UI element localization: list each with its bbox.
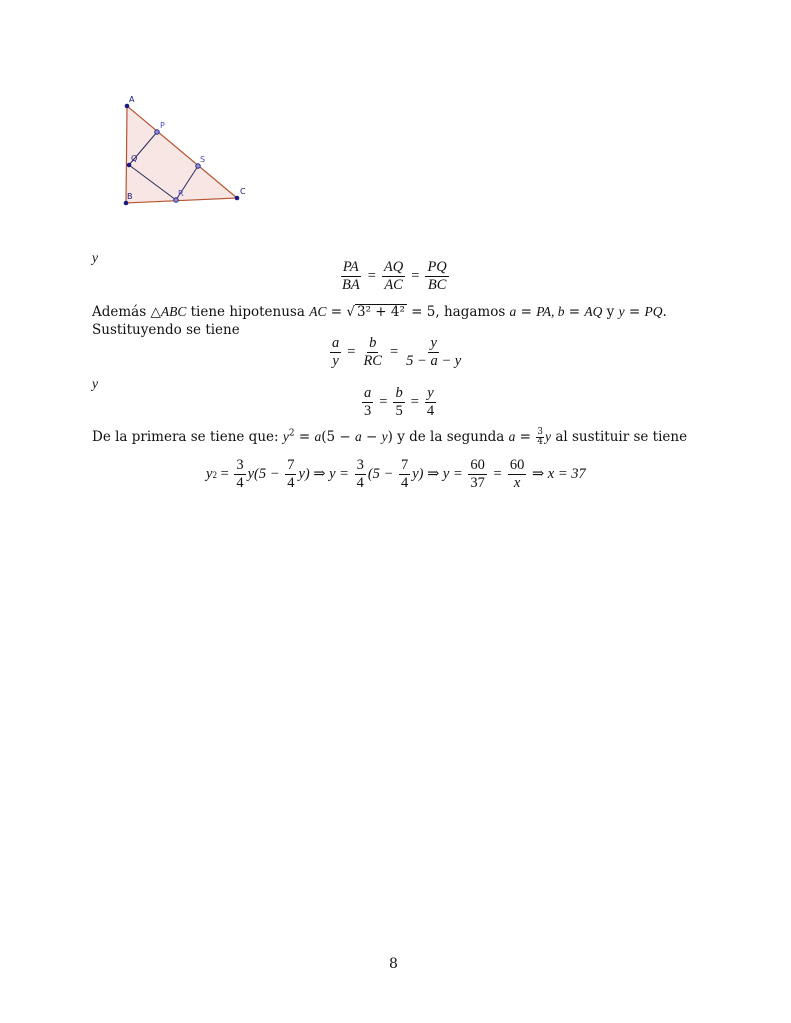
triangle-figure	[110, 90, 260, 215]
fraction: $\frac{a}{3}$	[364, 385, 372, 420]
point-a	[125, 104, 130, 109]
fraction: $\frac{7}{4}$	[400, 457, 409, 492]
paragraph-hypotenuse: Además △ABC tiene hipotenusa AC = √ 3² + 4² = 5, hagamos a = PA, b = AQ y y = PQ.	[92, 304, 667, 320]
label-c: C	[240, 187, 246, 196]
fraction: $\frac{b}{RC}$	[363, 335, 382, 370]
point-c	[235, 196, 240, 201]
label-q: Q	[131, 154, 138, 163]
page-number: 8	[389, 956, 398, 972]
fraction: $\frac{3}{4}$	[236, 457, 244, 492]
fraction: $\frac{a}{y}$	[332, 335, 340, 370]
fraction: $\frac{PQ}{BC}$	[427, 259, 447, 294]
point-r	[174, 198, 179, 203]
point-p	[155, 130, 160, 135]
label-s: S	[200, 155, 206, 164]
fraction: $\frac{b}{5}$	[395, 385, 403, 420]
fraction: $\frac{7}{4}$	[287, 457, 295, 492]
fraction: $\frac{AQ}{AC}$	[383, 259, 404, 294]
connector-y-1: y	[92, 250, 98, 265]
paragraph-first-second: De la primera se tiene que: $y^2 = a(5 - a - y)$ y de la segunda a = $\frac{3}{4}$ y al sustituir se tiene	[92, 427, 688, 447]
fraction: $\frac{y}{5 - a - y}$	[406, 335, 462, 370]
equation-ratios-3: $\frac{a}{3}$ = $\frac{b}{5}$ = $\frac{y}{4}$	[364, 385, 435, 420]
equation-solution: y 2 = $\frac{3}{4}$ y(5 − $\frac{7}{4}$ y) ⇒ y = $\frac{3}{4}$ (5 − $\frac{7}{4}$ y) ⇒ y = $\frac{60}{37}$ = $\frac{60}{x}$ ⇒ x = 37	[206, 457, 586, 492]
label-r: R	[178, 189, 184, 198]
fraction: $\frac{60}{37}$	[470, 457, 485, 492]
equation-ratios-1: $\frac{PA}{BA}$ = $\frac{AQ}{AC}$ = $\frac{PQ}{BC}$	[342, 259, 447, 294]
point-s	[196, 164, 201, 169]
fraction: $\frac{3}{4}$	[356, 457, 364, 492]
point-b	[124, 201, 129, 206]
point-q	[127, 163, 132, 168]
connector-y-2: y	[92, 376, 98, 391]
equation-ratios-2: $\frac{a}{y}$ = $\frac{b}{RC}$ = $\frac{y}{5 - a - y}$	[332, 335, 462, 370]
label-p: P	[160, 121, 165, 130]
fraction: $\frac{3}{4}$	[537, 427, 544, 447]
fraction: $\frac{60}{x}$	[509, 457, 525, 492]
sqrt-expression: 3² + 4²	[356, 304, 405, 320]
label-a: A	[129, 95, 135, 104]
fraction: $\frac{PA}{BA}$	[342, 259, 360, 294]
paragraph-substitution: Sustituyendo se tiene	[92, 322, 240, 338]
label-b: B	[127, 192, 133, 201]
fraction: $\frac{y}{4}$	[426, 385, 435, 420]
